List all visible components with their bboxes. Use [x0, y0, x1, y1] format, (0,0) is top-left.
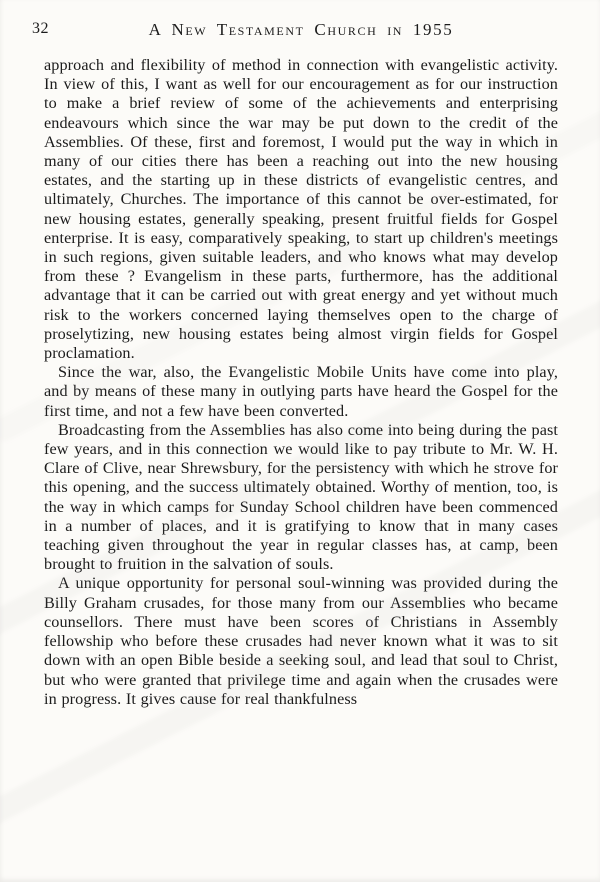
page-number: 32 — [32, 20, 49, 37]
page-body — [44, 56, 558, 709]
paragraph: A unique opportunity for personal soul-winning was provided during the Billy Graham crusades, for those many from our Assemblies who became counsellors. There must have been scores of Christians in Assembly fellowship who before these crusades had never known what it was to sit down with an open Bible beside a seeking soul, and lead that soul to Christ, but who were granted that privilege time and again when the crusades were in progress. It gives cause for real thankfulness — [44, 574, 558, 708]
paragraph: Since the war, also, the Evangelistic Mobile Units have come into play, and by means of these many in outlying parts have heard the Gospel for the first time, and not a few have been converted. — [44, 363, 558, 420]
page-header — [32, 20, 558, 44]
paragraph-continuation: approach and flexibility of method in connection with evangelistic activity. In view of this, I want as well for our encouragement as for our instruction to make a brief review of some of the achievements and enterprising endeavours which since the war may be put down to the credit of the Assemblies. Of these, first and foremost, I would put the way in which in many of our cities there has been a reaching out into the new housing estates, and the starting up in these districts of evangelistic centres, and ultimately, Churches. The importance of this cannot be over-estimated, for new housing estates, generally speaking, present fruitful fields for Gospel enterprise. It is easy, comparatively speaking, to start up children's meetings in such regions, given suitable leaders, and who knows what may develop from these ? Evangelism in these parts, furthermore, has the additional advantage that it can be carried out with great energy and yet without much risk to the workers concerned laying themselves open to the charge of proselytizing, new housing estates being almost virgin fields for Gospel proclamation. — [44, 56, 558, 363]
running-title: A New Testament Church in 1955 — [148, 20, 454, 39]
paragraph: Broadcasting from the Assemblies has also come into being during the past few years, and in this connection we would like to pay tribute to Mr. W. H. Clare of Clive, near Shrewsbury, for the persistency with which he strove for this opening, and the success ultimately obtained. Worthy of mention, too, is the way in which camps for Sunday School children have been commenced in a number of places, and it is gratifying to know that in many cases teaching given throughout the year in regular classes has, at camp, been brought to fruition in the salvation of souls. — [44, 420, 558, 574]
